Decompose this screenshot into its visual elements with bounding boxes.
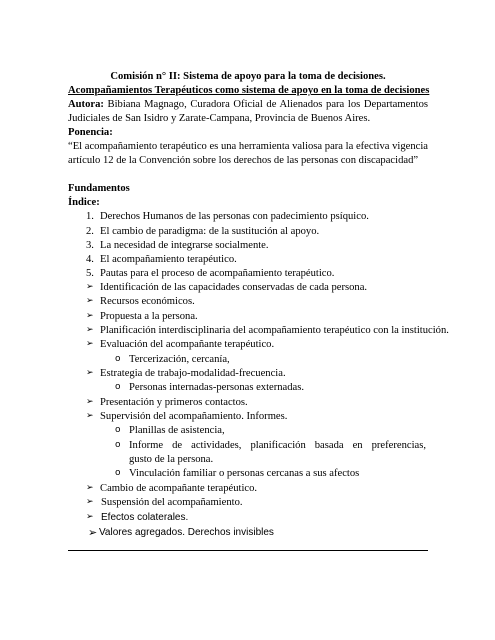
arrow-bullet-icon: ➢ bbox=[86, 282, 94, 292]
author-label: Autora: bbox=[68, 99, 104, 110]
ponencia-line-1: “El acompañamiento terapéutico es una herramienta valiosa para la efectiva vigencia bbox=[68, 141, 428, 152]
arrow-bullet-icon: ➢ bbox=[86, 325, 94, 335]
arrow-bullet-icon: ➢ bbox=[88, 526, 98, 539]
bullet-item: Planificación interdisciplinaria del acompañamiento terapéutico con la institución. bbox=[100, 325, 449, 336]
bullet-item: Evaluación del acompañante terapéutico. bbox=[100, 339, 275, 350]
title-line-1: Comisión n° II: Sistema de apoyo para la toma de decisiones. bbox=[110, 71, 386, 82]
fundamentos-heading: Fundamentos bbox=[68, 183, 130, 194]
bullet-item: Supervisión del acompañamiento. Informes. bbox=[100, 411, 288, 422]
list-item: La necesidad de integrarse socialmente. bbox=[100, 240, 269, 251]
ponencia-line-2: artículo 12 de la Convención sobre los derechos de las personas con discapacidad” bbox=[68, 155, 419, 166]
ponencia-label: Ponencia: bbox=[68, 127, 113, 138]
list-item: Derechos Humanos de las personas con padecimiento psíquico. bbox=[100, 211, 369, 222]
arrow-bullet-icon: ➢ bbox=[86, 296, 94, 306]
list-item: El acompañamiento terapéutico. bbox=[100, 254, 237, 265]
author-line-1 bbox=[68, 98, 428, 111]
circle-bullet-icon: o bbox=[115, 425, 121, 435]
bullet-item: Suspensión del acompañamiento. bbox=[101, 497, 243, 508]
sub-bullet-item: Tercerización, cercanía, bbox=[129, 354, 230, 365]
arrow-bullet-icon: ➢ bbox=[86, 411, 94, 421]
circle-bullet-icon: o bbox=[115, 440, 121, 450]
sub-bullet-item: Planillas de asistencia, bbox=[129, 425, 225, 436]
bullet-item: Cambio de acompañante terapéutico. bbox=[100, 483, 258, 494]
list-item: Pautas para el proceso de acompañamiento terapéutico. bbox=[100, 268, 335, 279]
author-line-2: Judiciales de San Isidro y Zarate-Campana, Provincia de Buenos Aires. bbox=[68, 113, 371, 124]
circle-bullet-icon: o bbox=[115, 468, 121, 478]
bullet-item: Propuesta a la persona. bbox=[100, 311, 198, 322]
circle-bullet-icon: o bbox=[115, 354, 121, 364]
author-text: Bibiana Magnago, Curadora Oficial de Alienados para los Departamentos bbox=[103, 99, 428, 110]
arrow-bullet-icon: ➢ bbox=[86, 512, 94, 522]
arrow-bullet-icon: ➢ bbox=[86, 483, 94, 493]
arrow-bullet-icon: ➢ bbox=[86, 497, 94, 507]
sub-bullet-item: Personas internadas-personas externadas. bbox=[129, 382, 305, 393]
bullet-item: Estrategia de trabajo-modalidad-frecuencia. bbox=[100, 368, 286, 379]
list-number: 2. bbox=[86, 226, 94, 237]
arrow-bullet-icon: ➢ bbox=[86, 397, 94, 407]
bullet-item: Identificación de las capacidades conservadas de cada persona. bbox=[100, 282, 368, 293]
bullet-item: Valores agregados. Derechos invisibles bbox=[99, 527, 274, 538]
arrow-bullet-icon: ➢ bbox=[86, 311, 94, 321]
horizontal-rule bbox=[68, 550, 428, 551]
list-number: 5. bbox=[86, 268, 94, 279]
sub-bullet-item: Vinculación familiar o personas cercanas a sus afectos bbox=[129, 468, 360, 479]
list-item: El cambio de paradigma: de la sustitución al apoyo. bbox=[100, 226, 320, 237]
bullet-item: Presentación y primeros contactos. bbox=[100, 397, 248, 408]
arrow-bullet-icon: ➢ bbox=[86, 339, 94, 349]
circle-bullet-icon: o bbox=[115, 382, 121, 392]
bullet-item: Efectos colaterales. bbox=[101, 512, 189, 523]
arrow-bullet-icon: ➢ bbox=[86, 368, 94, 378]
sub-bullet-item-continued: gusto de la persona. bbox=[129, 454, 214, 465]
list-number: 1. bbox=[86, 211, 94, 222]
list-number: 3. bbox=[86, 240, 94, 251]
list-number: 4. bbox=[86, 254, 94, 265]
bullet-item: Recursos económicos. bbox=[100, 296, 195, 307]
indice-heading: Índice: bbox=[68, 197, 100, 208]
title-line-2: Acompañamientos Terapéuticos como sistema de apoyo en la toma de decisiones bbox=[68, 85, 430, 96]
sub-bullet-item: Informe de actividades, planificación basada en preferencias, bbox=[129, 440, 426, 451]
